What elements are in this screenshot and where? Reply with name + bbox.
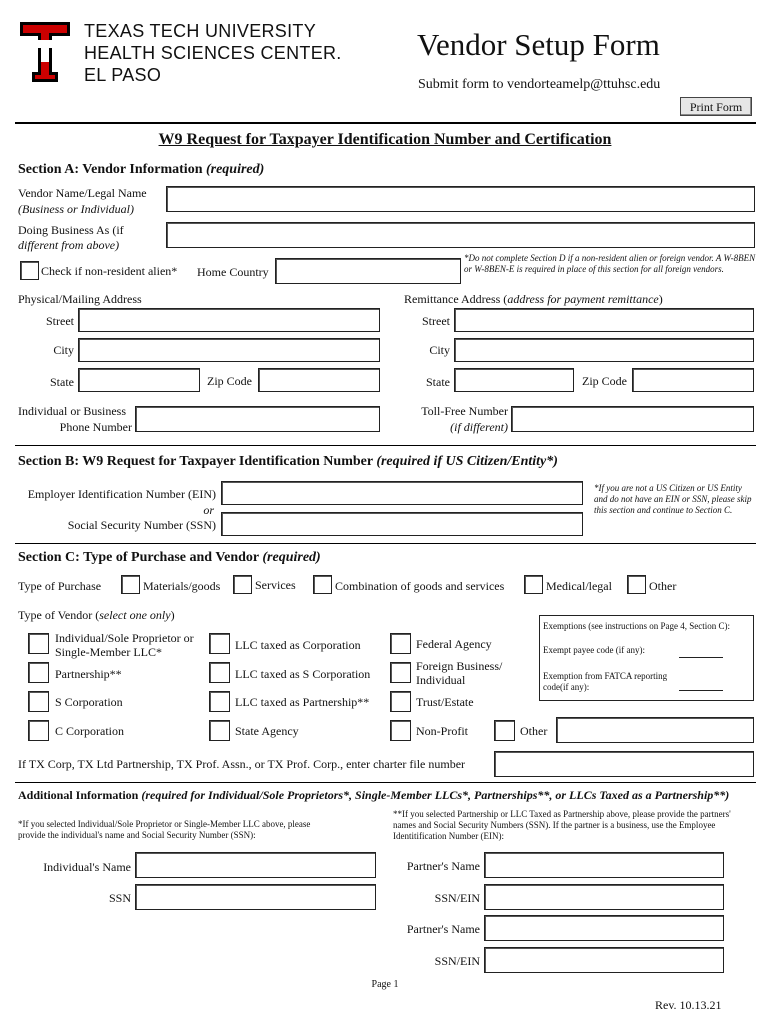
partner1-ssn-label: SSN/EIN [434, 891, 480, 905]
ein-label: Employer Identification Number (EIN) [27, 487, 216, 501]
llc-partnership-checkbox[interactable] [209, 691, 230, 712]
services-label: Services [255, 578, 296, 592]
exempt-payee-label: Exempt payee code (if any): [543, 645, 645, 655]
logo-line2: HEALTH SCIENCES CENTER. [84, 43, 342, 63]
partnership-label: Partnership** [55, 667, 122, 681]
logo-line3: EL PASO [84, 65, 162, 85]
nonresident-checkbox[interactable] [20, 261, 39, 280]
home-country-field[interactable] [275, 258, 461, 284]
c-corporation-label: C Corporation [55, 724, 124, 738]
zip-field[interactable] [258, 368, 380, 392]
purchase-type-label: Type of Purchase [18, 579, 102, 593]
section-b-note: *If you are not a US Citizen or US Entity and do not have an EIN or SSN, please skip this section and continue to Section C. [594, 483, 752, 515]
trust-estate-checkbox[interactable] [390, 691, 411, 712]
logo-line1: TEXAS TECH UNIVERSITY [84, 21, 317, 41]
individual-name-field[interactable] [135, 852, 376, 878]
sole-proprietor-label: Individual/Sole Proprietor or Single-Member LLC* [55, 631, 194, 659]
section-b-divider [15, 543, 756, 544]
ssn-label: Social Security Number (SSN) [67, 518, 216, 532]
ssn-field[interactable] [221, 512, 583, 536]
other-vendor-field[interactable] [556, 717, 754, 743]
zip-label: Zip Code [207, 374, 252, 388]
remit-zip-label: Zip Code [582, 374, 627, 388]
partner1-name-field[interactable] [484, 852, 724, 878]
llc-s-corporation-checkbox[interactable] [209, 662, 230, 683]
state-field[interactable] [78, 368, 200, 392]
other-purchase-checkbox[interactable] [627, 575, 646, 594]
city-field[interactable] [78, 338, 380, 362]
ein-field[interactable] [221, 481, 583, 505]
nonresident-note: *Do not complete Section D if a non-resident alien or foreign vendor. A W-8BEN or W-8BEN-E is required in place of this section for all foreign vendors. [464, 253, 756, 274]
additional-note-right: **If you selected Partnership or LLC Taxed as Partnership above, please provide the partners' names and Social Security Numbers (SSN). If the partner is a business, use the Employee Identitification Number (EIN): [393, 809, 731, 841]
print-form-button[interactable]: Print Form [680, 97, 752, 116]
vendor-name-label: Vendor Name/Legal Name [18, 186, 147, 200]
state-agency-checkbox[interactable] [209, 720, 230, 741]
exempt-payee-field[interactable] [679, 657, 723, 658]
llc-partnership-label: LLC taxed as Partnership** [235, 695, 370, 709]
additional-heading: Additional Information (required for Individual/Sole Proprietors*, Single-Member LLCs*, Partnerships**, or LLCs Taxed as a Partnership**) [18, 788, 730, 802]
foreign-business-label: Foreign Business/ Individual [416, 659, 503, 687]
charter-label: If TX Corp, TX Ltd Partnership, TX Prof. Assn., or TX Prof. Corp., enter charter file number [18, 757, 466, 771]
remit-city-field[interactable] [454, 338, 754, 362]
partner2-name-field[interactable] [484, 915, 724, 941]
remit-state-field[interactable] [454, 368, 574, 392]
sole-proprietor-checkbox[interactable] [28, 633, 49, 654]
partner1-name-label: Partner's Name [406, 859, 480, 873]
home-country-label: Home Country [197, 265, 269, 279]
materials-goods-checkbox[interactable] [121, 575, 140, 594]
services-checkbox[interactable] [233, 575, 252, 594]
combination-checkbox[interactable] [313, 575, 332, 594]
remit-city-label: City [429, 343, 450, 357]
non-profit-label: Non-Profit [416, 724, 468, 738]
partner2-ssn-label: SSN/EIN [434, 954, 480, 968]
dba-sublabel: different from above) [18, 238, 120, 252]
trust-estate-label: Trust/Estate [416, 695, 474, 709]
remittance-address-label: Remittance Address (address for payment remittance) [404, 292, 663, 306]
remit-zip-field[interactable] [632, 368, 754, 392]
phone-sublabel: Phone Number [59, 420, 132, 434]
partner2-name-label: Partner's Name [406, 922, 480, 936]
ttuhsc-logo [20, 22, 70, 88]
llc-corporation-checkbox[interactable] [209, 633, 230, 654]
individual-ssn-field[interactable] [135, 884, 376, 910]
other-vendor-label: Other [520, 724, 548, 738]
federal-agency-checkbox[interactable] [390, 633, 411, 654]
phone-label: Individual or Business [18, 404, 126, 418]
fatca-field[interactable] [679, 690, 723, 691]
vendor-name-sublabel: (Business or Individual) [18, 202, 134, 216]
exemptions-title: Exemptions (see instructions on Page 4, Section C): [543, 621, 730, 631]
individual-name-label: Individual's Name [43, 860, 131, 874]
section-a-divider [15, 445, 756, 446]
remit-street-field[interactable] [454, 308, 754, 332]
remit-state-label: State [426, 375, 450, 389]
street-label: Street [46, 314, 74, 328]
llc-corporation-label: LLC taxed as Corporation [235, 638, 361, 652]
vendor-type-label: Type of Vendor (select one only) [18, 608, 175, 622]
combination-label: Combination of goods and services [335, 579, 505, 593]
header-divider [15, 122, 756, 124]
page-number: Page 1 [371, 979, 399, 990]
llc-s-corporation-label: LLC taxed as S Corporation [235, 667, 371, 681]
other-vendor-checkbox[interactable] [494, 720, 515, 741]
tollfree-label: Toll-Free Number [421, 404, 508, 418]
individual-ssn-label: SSN [108, 891, 131, 905]
partner1-ssn-field[interactable] [484, 884, 724, 910]
state-agency-label: State Agency [235, 724, 299, 738]
additional-note-left: *If you selected Individual/Sole Proprietor or Single-Member LLC above, please provide the individual's name and Social Security Number (SSN): [18, 819, 311, 840]
c-corporation-checkbox[interactable] [28, 720, 49, 741]
city-label: City [53, 343, 74, 357]
phone-field[interactable] [135, 406, 380, 432]
dba-field[interactable] [166, 222, 755, 248]
dba-label: Doing Business As (if [18, 223, 124, 237]
or-label: or [203, 503, 214, 517]
vendor-name-field[interactable] [166, 186, 755, 212]
foreign-business-checkbox[interactable] [390, 662, 411, 683]
partnership-checkbox[interactable] [28, 662, 49, 683]
materials-goods-label: Materials/goods [143, 579, 221, 593]
revision: Rev. 10.13.21 [655, 998, 722, 1012]
physical-address-label: Physical/Mailing Address [18, 292, 142, 306]
non-profit-checkbox[interactable] [390, 720, 411, 741]
section-c-heading: Section C: Type of Purchase and Vendor (required) [18, 550, 321, 565]
section-c-divider [15, 782, 756, 783]
charter-field[interactable] [494, 751, 754, 777]
tollfree-sublabel: (if different) [450, 420, 508, 434]
s-corporation-checkbox[interactable] [28, 691, 49, 712]
nonresident-label: Check if non-resident alien* [41, 264, 178, 278]
state-label: State [50, 375, 74, 389]
section-a-heading: Section A: Vendor Information (required) [18, 162, 265, 177]
medical-legal-label: Medical/legal [546, 579, 612, 593]
section-b-heading: Section B: W9 Request for Taxpayer Identification Number (required if US Citizen/Entity*) [18, 454, 558, 469]
medical-legal-checkbox[interactable] [524, 575, 543, 594]
partner2-ssn-field[interactable] [484, 947, 724, 973]
submit-instructions: Submit form to vendorteamelp@ttuhsc.edu [418, 77, 661, 92]
other-purchase-label: Other [649, 579, 677, 593]
double-t-logo-icon [20, 22, 70, 88]
w9-title: W9 Request for Taxpayer Identification Number and Certification [158, 131, 612, 148]
remit-street-label: Street [422, 314, 450, 328]
street-field[interactable] [78, 308, 380, 332]
tollfree-field[interactable] [511, 406, 754, 432]
form-title: Vendor Setup Form [417, 27, 660, 62]
s-corporation-label: S Corporation [55, 695, 123, 709]
fatca-label: Exemption from FATCA reporting code(if any): [543, 671, 668, 692]
federal-agency-label: Federal Agency [416, 637, 492, 651]
